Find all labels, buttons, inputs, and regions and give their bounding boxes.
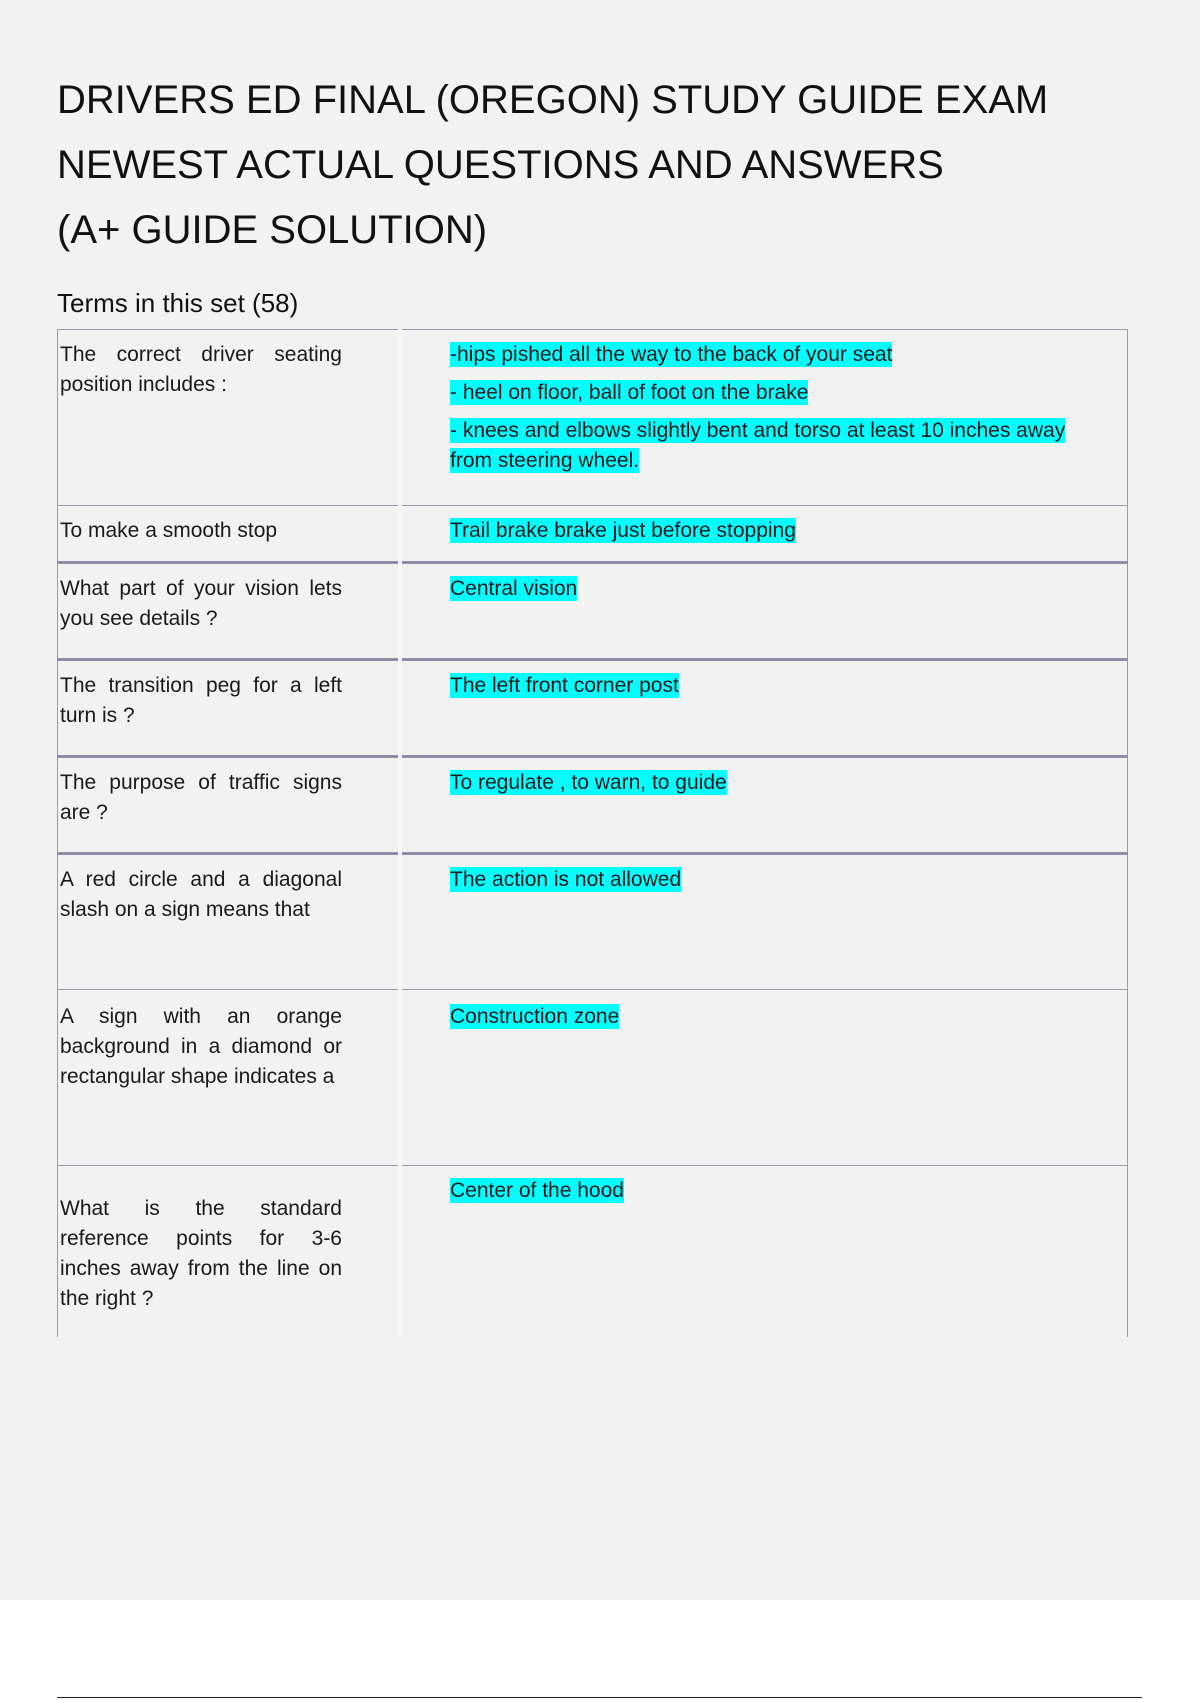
title-line-2: NEWEST ACTUAL QUESTIONS AND ANSWERS bbox=[57, 143, 944, 187]
term-answer bbox=[400, 1166, 1128, 1337]
term-answer bbox=[400, 757, 1128, 854]
terms-count-label: Terms in this set (58) bbox=[57, 288, 299, 318]
term-question: What is the standard reference points for 3-6 inches away from the line on the right ? bbox=[58, 1166, 401, 1337]
title-line-1: DRIVERS ED FINAL (OREGON) STUDY GUIDE EXAM bbox=[57, 78, 1049, 122]
answer-highlight: - knees and elbows slightly bent and torso at least 10 inches away from steering wheel. bbox=[450, 419, 1066, 472]
table-row bbox=[58, 330, 1128, 506]
answer-highlight: - heel on floor, ball of foot on the brake bbox=[450, 381, 809, 404]
term-answer bbox=[400, 660, 1128, 757]
term-answer bbox=[400, 990, 1128, 1166]
term-answer bbox=[400, 563, 1128, 660]
answer-highlight: Trail brake brake just before stopping bbox=[450, 519, 796, 542]
term-question: What part of your vision lets you see details ? bbox=[58, 563, 401, 660]
table-row bbox=[58, 660, 1128, 757]
answer-highlight: Construction zone bbox=[450, 1005, 620, 1028]
term-question: A sign with an orange background in a diamond or rectangular shape indicates a bbox=[58, 990, 401, 1166]
term-answer bbox=[400, 506, 1128, 563]
answer-highlight: The action is not allowed bbox=[450, 868, 682, 891]
table-row bbox=[58, 563, 1128, 660]
answer-highlight: Central vision bbox=[450, 577, 578, 600]
table-row bbox=[58, 1166, 1128, 1337]
answer-highlight: To regulate , to warn, to guide bbox=[450, 771, 727, 794]
table-row bbox=[58, 990, 1128, 1166]
term-question: The purpose of traffic signs are ? bbox=[58, 757, 401, 854]
table-row bbox=[58, 757, 1128, 854]
footer-divider bbox=[57, 1697, 1142, 1698]
term-answer bbox=[400, 854, 1128, 990]
term-question: The correct driver seating position includes : bbox=[58, 330, 401, 506]
title-line-3: (A+ GUIDE SOLUTION) bbox=[57, 208, 488, 252]
term-question: The transition peg for a left turn is ? bbox=[58, 660, 401, 757]
answer-highlight: Center of the hood bbox=[450, 1179, 624, 1202]
answer-highlight: The left front corner post bbox=[450, 674, 679, 697]
table-row bbox=[58, 854, 1128, 990]
term-question: To make a smooth stop bbox=[58, 506, 401, 563]
answer-highlight: -hips pished all the way to the back of your seat bbox=[450, 343, 893, 366]
term-question: A red circle and a diagonal slash on a sign means that bbox=[58, 854, 401, 990]
terms-table bbox=[57, 329, 1128, 1337]
table-row bbox=[58, 506, 1128, 563]
document-title bbox=[57, 68, 1137, 263]
term-answer bbox=[400, 330, 1128, 506]
